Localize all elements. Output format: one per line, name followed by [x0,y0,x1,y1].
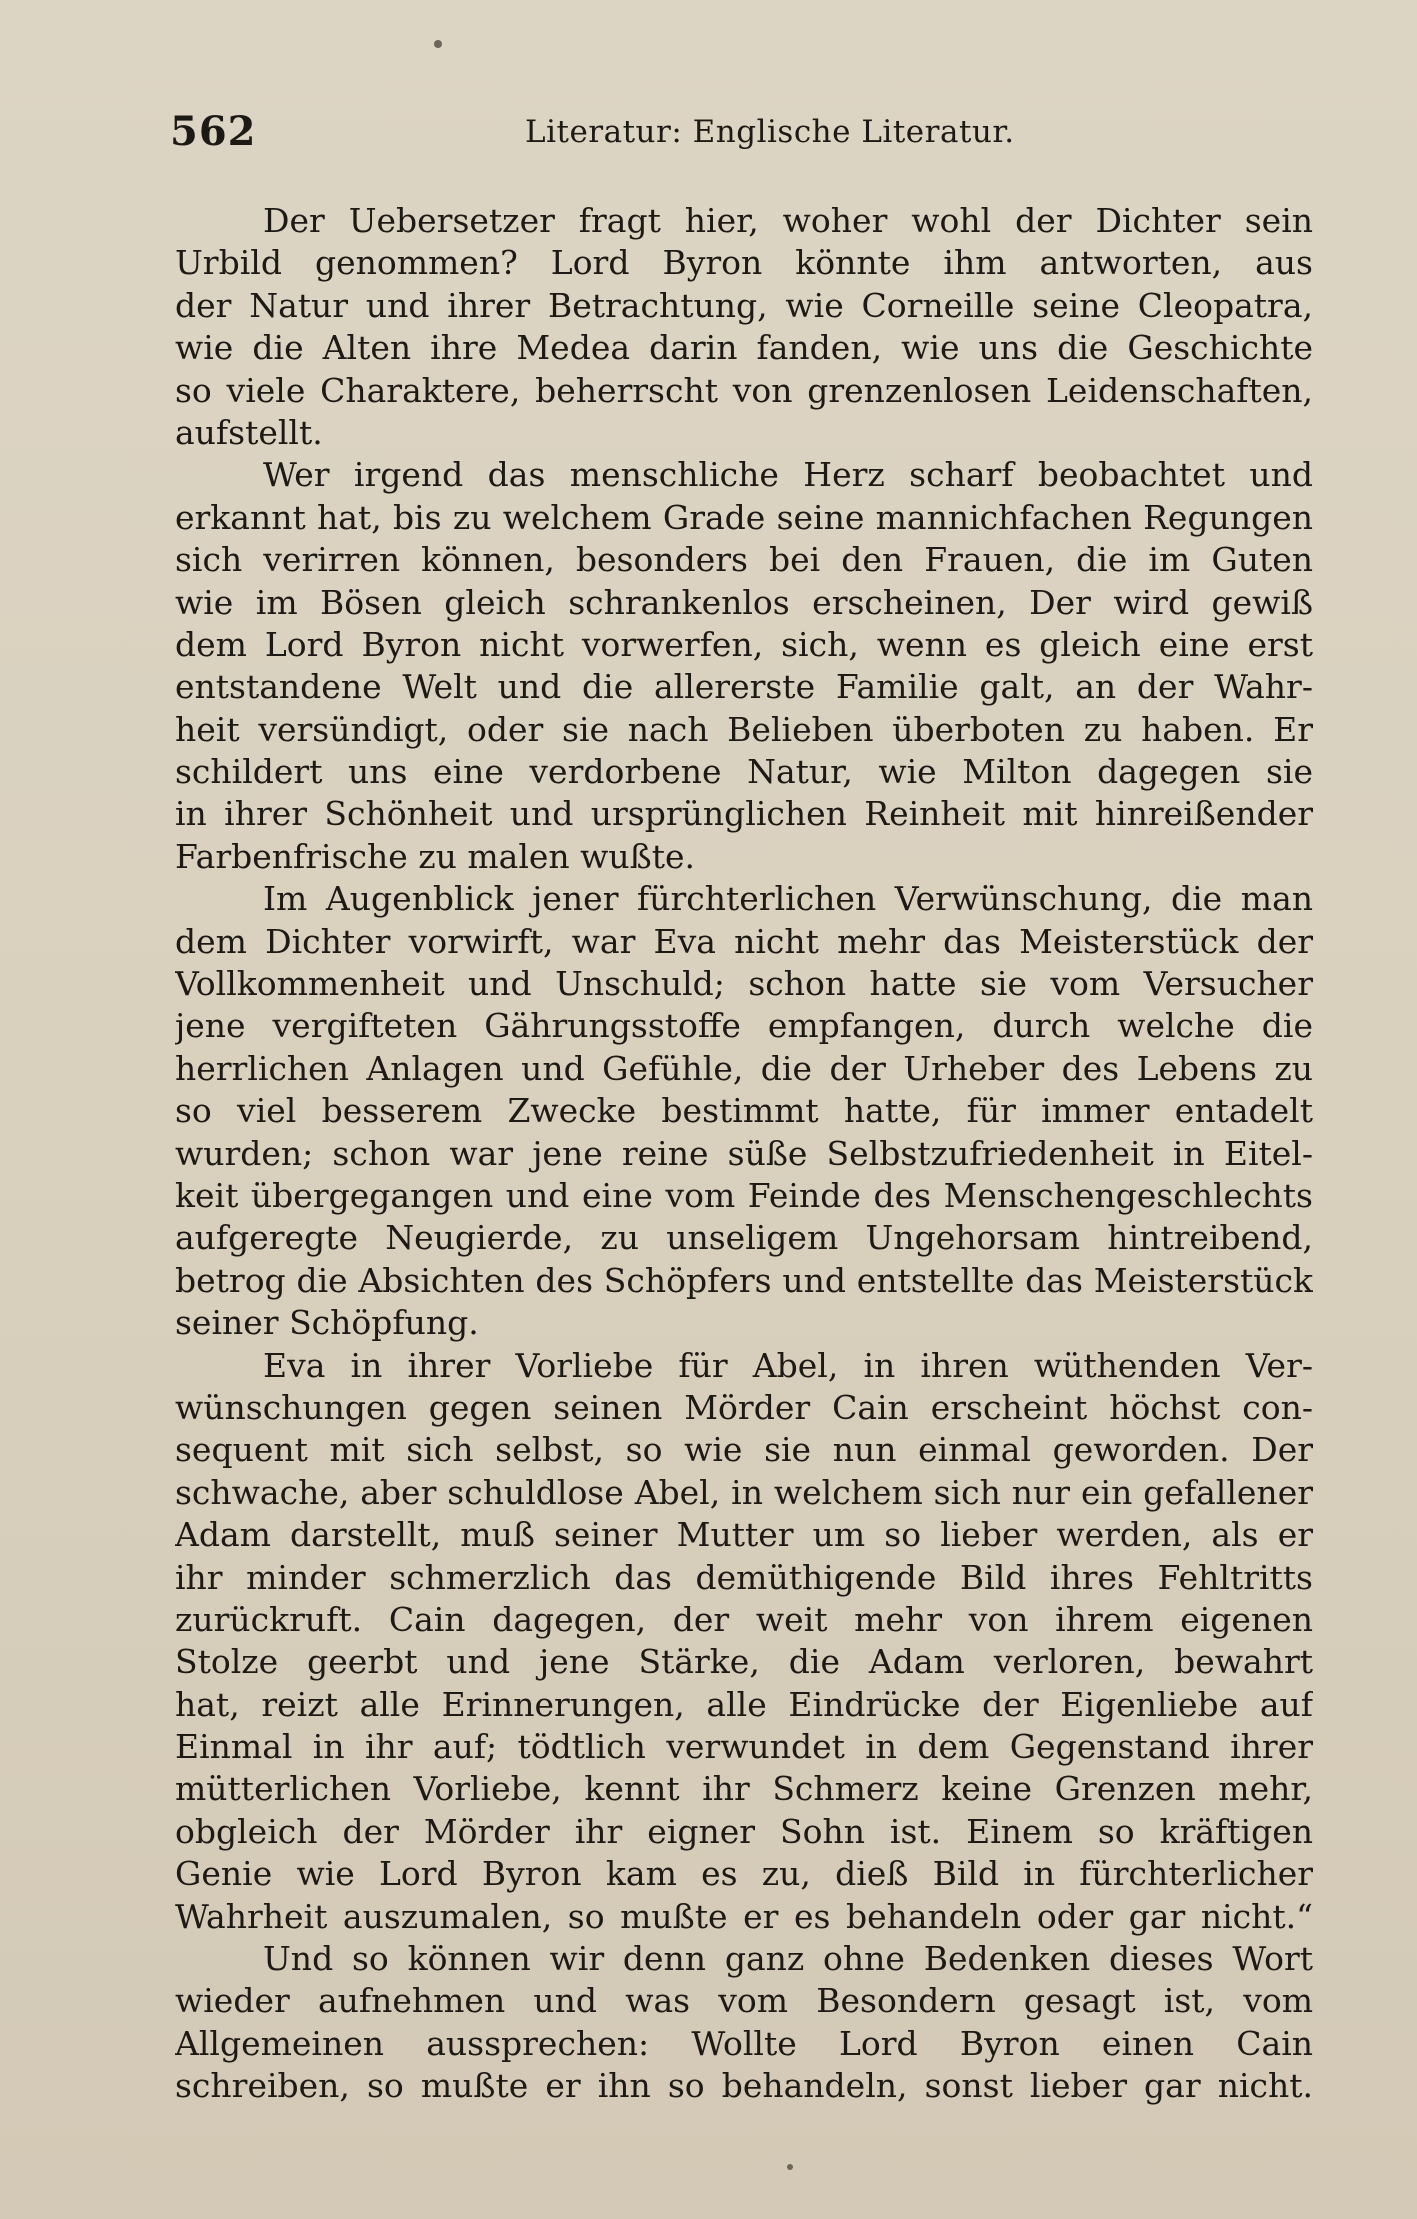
text-line: sich verirren können, besonders bei den Frauen, die im Guten [175,540,1313,580]
text-line: jene vergifteten Gährungsstoffe empfangen, durch welche die [175,1006,1313,1046]
text-line: wünschungen gegen seinen Mörder Cain erscheint höchst con- [175,1387,1313,1427]
text-line: so viele Charaktere, beherrscht von grenzenlosen Leidenschaften, [175,370,1313,410]
running-head: Literatur: Englische Literatur. [525,114,1015,150]
text-line: schwache, aber schuldlose Abel, in welchem sich nur ein gefallener [175,1472,1313,1512]
text-line: wurden; schon war jene reine süße Selbstzufriedenheit in Eitel- [175,1133,1313,1173]
text-line: herrlichen Anlagen und Gefühle, die der Urheber des Lebens zu [175,1048,1313,1088]
text-line: so viel besserem Zwecke bestimmt hatte, für immer entadelt [175,1091,1313,1131]
body-text [175,200,1313,2108]
text-line: erkannt hat, bis zu welchem Grade seine mannichfachen Regungen [175,497,1313,537]
ink-spot [787,2164,793,2170]
text-line: Stolze geerbt und jene Stärke, die Adam verloren, bewahrt [175,1642,1313,1682]
text-line: sequent mit sich selbst, so wie sie nun einmal geworden. Der [175,1430,1313,1470]
text-line: Und so können wir denn ganz ohne Bedenken dieses Wort [263,1939,1313,1979]
text-line: in ihrer Schönheit und ursprünglichen Reinheit mit hinreißender [175,794,1313,834]
text-line: Genie wie Lord Byron kam es zu, dieß Bild in fürchterlicher [175,1854,1313,1894]
text-line: schreiben, so mußte er ihn so behandeln, sonst lieber gar nicht. [175,2066,1313,2106]
text-line: aufstellt. [175,412,323,452]
text-line: Eva in ihrer Vorliebe für Abel, in ihren wüthenden Ver- [263,1345,1313,1385]
text-line: der Natur und ihrer Betrachtung, wie Corneille seine Cleopatra, [175,285,1313,325]
text-line: seiner Schöpfung. [175,1303,479,1343]
text-line: Farbenfrische zu malen wußte. [175,836,695,876]
text-line: entstandene Welt und die allererste Familie galt, an der Wahr- [175,667,1313,707]
text-line: heit versündigt, oder sie nach Belieben überboten zu haben. Er [175,709,1313,749]
text-line: Vollkommenheit und Unschuld; schon hatte sie vom Versucher [175,964,1313,1004]
text-line: aufgeregte Neugierde, zu unseligem Ungehorsam hintreibend, [175,1218,1313,1258]
text-line: Wer irgend das menschliche Herz scharf beobachtet und [263,455,1313,495]
text-line: wieder aufnehmen und was vom Besondern gesagt ist, vom [175,1981,1313,2021]
text-line: ihr minder schmerzlich das demüthigende Bild ihres Fehltritts [175,1557,1313,1597]
text-line: Wahrheit auszumalen, so mußte er es behandeln oder gar nicht.“ [175,1896,1313,1936]
text-line: Der Uebersetzer fragt hier, woher wohl der Dichter sein [263,201,1313,240]
text-line: dem Dichter vorwirft, war Eva nicht mehr das Meisterstück der [175,921,1313,961]
text-line: Adam darstellt, muß seiner Mutter um so lieber werden, als er [175,1515,1313,1555]
text-line: Urbild genommen? Lord Byron könnte ihm antworten, aus [175,243,1313,283]
text-line: betrog die Absichten des Schöpfers und entstellte das Meisterstück [175,1260,1313,1300]
text-line: obgleich der Mörder ihr eigner Sohn ist. Einem so kräftigen [175,1811,1313,1851]
text-line: schildert uns eine verdorbene Natur, wie Milton dagegen sie [175,752,1313,792]
ink-spot [434,40,442,48]
text-line: Im Augenblick jener fürchterlichen Verwünschung, die man [263,879,1313,919]
text-line: Einmal in ihr auf; tödtlich verwundet in dem Gegenstand ihrer [175,1727,1313,1767]
text-line: keit übergegangen und eine vom Feinde des Menschengeschlechts [175,1175,1313,1215]
text-line: zurückruft. Cain dagegen, der weit mehr von ihrem eigenen [175,1599,1313,1639]
page-number: 562 [170,108,257,155]
text-line: wie im Bösen gleich schrankenlos erscheinen, Der wird gewiß [175,582,1313,622]
text-line: hat, reizt alle Erinnerungen, alle Eindrücke der Eigenliebe auf [175,1684,1313,1724]
page-header [170,108,1310,168]
text-line: wie die Alten ihre Medea darin fanden, wie uns die Geschichte [175,328,1313,368]
text-line: dem Lord Byron nicht vorwerfen, sich, wenn es gleich eine erst [175,624,1313,664]
text-line: mütterlichen Vorliebe, kennt ihr Schmerz keine Grenzen mehr, [175,1769,1313,1809]
text-line: Allgemeinen aussprechen: Wollte Lord Byron einen Cain [175,2023,1313,2063]
